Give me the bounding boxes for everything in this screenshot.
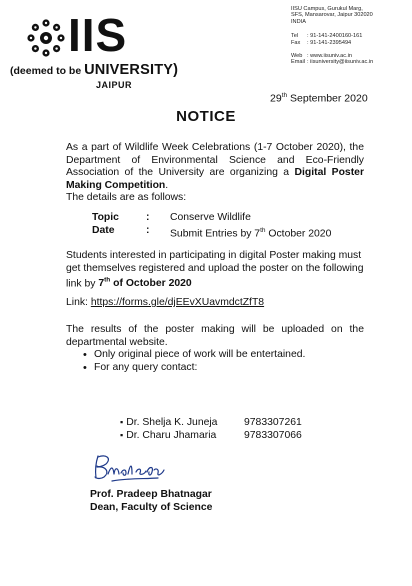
date-value-rest: October 2020 [265,227,332,239]
contact-value: : 91-141-2395494 [307,39,352,46]
university-logo [10,9,179,97]
deadline-rest: of October 2020 [110,278,192,290]
address-line: INDIA [291,18,306,25]
signatory-name: Prof. Pradeep Bhatnagar [90,489,212,500]
contact-person-name: ▪ Dr. Shelja K. Juneja [120,416,244,429]
logo-wordmark: IIS [68,9,128,61]
details-intro: The details are as follows: [66,192,187,203]
topic-value: Conserve Wildlife [170,212,251,223]
address-line: IISU Campus, Gurukul Marg, [291,6,363,12]
logo-deemed-line [10,64,178,77]
contact-person-phone: 9783307261 [244,417,302,428]
details-block [92,212,331,240]
date-value [170,225,331,241]
contact-row [291,46,375,59]
logo-university-word: UNIVERSITY) [84,62,179,78]
signatory-title: Dean, Faculty of Science [90,502,213,513]
date-day: 29 [270,92,282,105]
detail-colon: : [146,212,150,223]
signatory-block [90,488,212,514]
topic-label: Topic [92,212,119,223]
query-contacts [120,416,302,442]
logo-deemed-prefix: (deemed to be [10,65,82,77]
date-rest: September 2020 [287,92,368,105]
intro-text: As a part of Wildlife Week Celebrations (1-7 October 2020), the Department of Environmental Science and Eco-Friendly Association of the University are organizing a [66,142,364,178]
contact-person-name: ▪ Dr. Charu Jhamaria [120,429,244,442]
letterhead-contact [291,6,409,66]
contact-label: Web [291,53,303,60]
registration-text: Students interested in participating in digital Poster making must get themselves registered and upload the poster on the following link by [66,250,364,290]
registration-deadline [98,278,191,289]
contact-table [291,33,375,66]
registration-paragraph [66,250,364,291]
detail-colon: : [146,224,150,236]
logo-city: JAIPUR [96,80,133,90]
results-text: The results of the poster making will be uploaded on the departmental website. [66,324,364,348]
date-value-text: Submit Entries by 7 [170,227,261,239]
link-label: Link: [66,297,91,308]
date-value-suffix: th [260,226,266,234]
deadline-day: 7 [98,278,105,290]
date-suffix: th [281,92,288,99]
notice-title: NOTICE [176,108,236,125]
detail-row-topic [92,212,331,225]
form-link-line [66,297,364,310]
contact-value: : www.iisuniv.ac.in [307,53,352,60]
university-emblem-icon [26,18,66,58]
handwritten-signature [92,452,170,484]
contact-label: Email [291,59,305,66]
notice-date [270,92,368,105]
contact-label: Tel [291,33,299,40]
contact-value: : 91-141-2400160-161 [307,33,363,40]
contact-person-row [120,429,302,442]
list-item: • For any query contact: [66,362,364,375]
contact-row [291,59,375,65]
contact-label: Fax [291,39,301,46]
date-label: Date [92,224,115,236]
bullet-list [66,349,364,374]
contact-person-row [120,416,302,429]
deadline-suffix: th [104,277,111,284]
contact-person-phone: 9783307066 [244,430,302,441]
contact-value: : iisuniversity@iisuniv.ac.in [307,59,374,66]
address-block [291,6,409,25]
intro-paragraph [66,142,364,205]
registration-form-link[interactable]: https://forms.gle/djEEvXUavmdctZfT8 [90,297,265,308]
detail-row-date [92,225,331,241]
event-name: Digital Poster Making Competition [66,167,364,191]
results-section [66,324,364,374]
intro-end: . [165,179,169,191]
list-item: • Only original piece of work will be entertained. [66,349,364,362]
address-line: SFS, Mansarovar, Jaipur 302020 [291,12,373,19]
